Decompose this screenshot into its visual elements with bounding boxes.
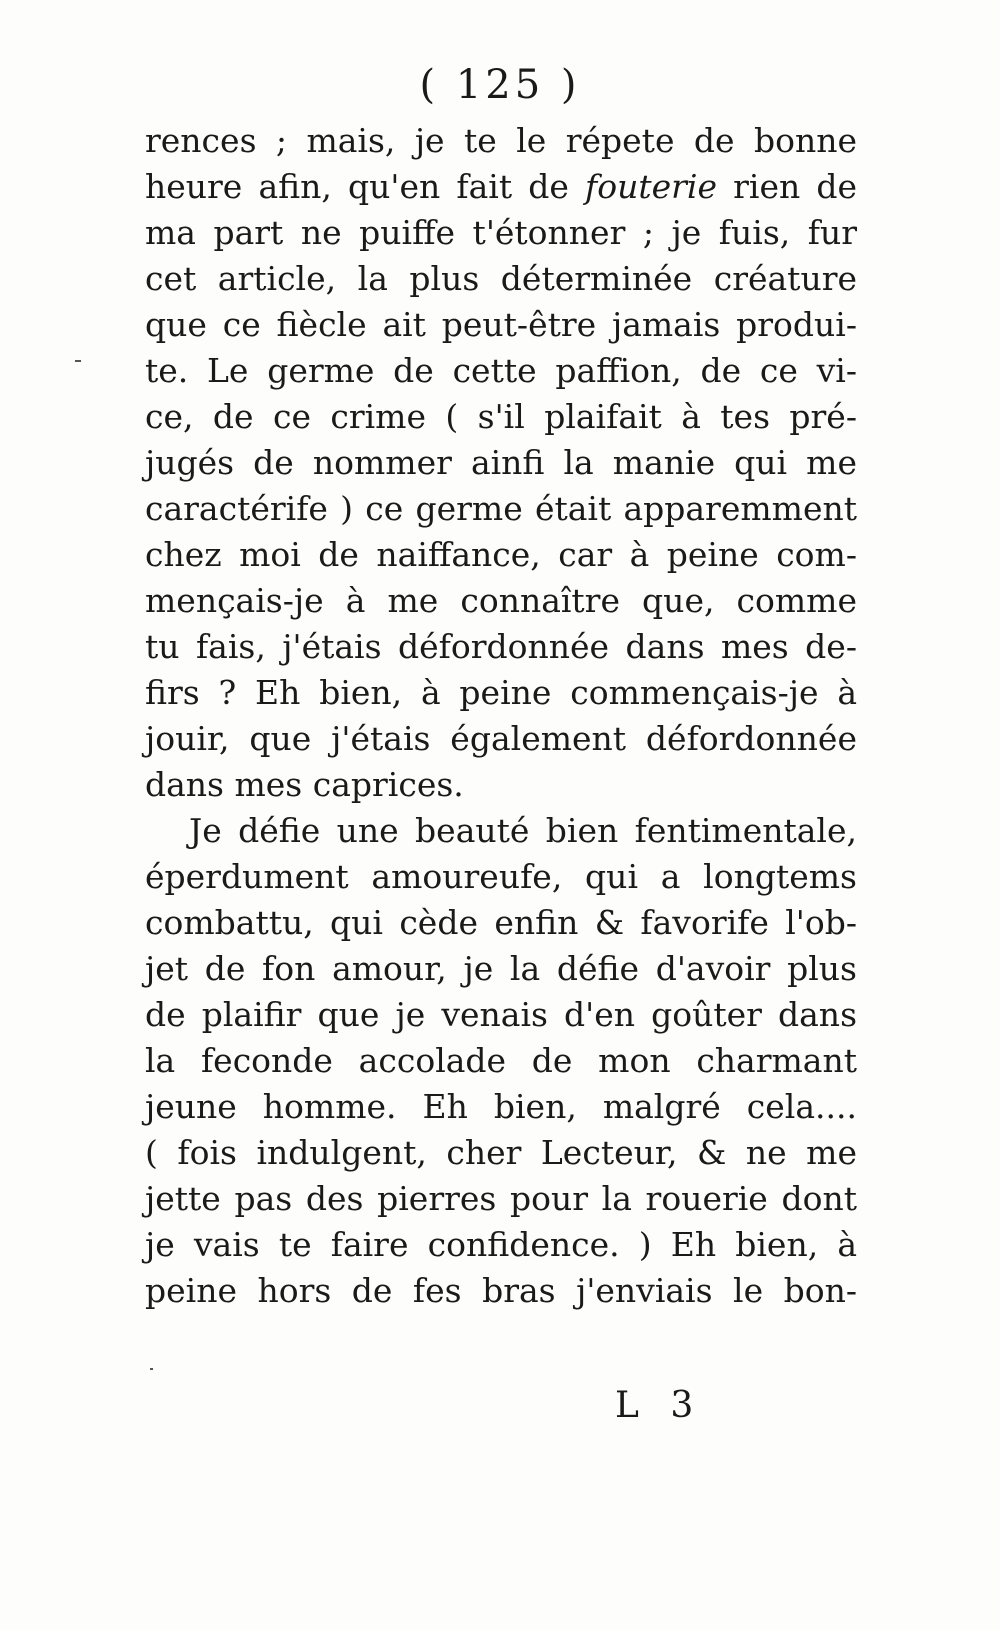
text-line: ce, de ce crime ( s'il plaifait à tes pré- <box>145 397 857 436</box>
text-line: caractérife ) ce germe était apparemment <box>145 489 857 528</box>
text-line: que ce fiècle ait peut-être jamais produi- <box>145 305 857 344</box>
text-line: la feconde accolade de mon charmant <box>145 1041 857 1080</box>
text-line: chez moi de naiffance, car à peine com- <box>145 535 857 574</box>
signature-mark: L 3 <box>615 1385 704 1426</box>
text-line: firs ? Eh bien, à peine commençais-je à <box>145 673 857 712</box>
text-line: jet de fon amour, je la défie d'avoir plus <box>145 949 857 988</box>
text-line: cet article, la plus déterminée créature <box>145 259 857 298</box>
text-line: éperdument amoureufe, qui a longtems <box>145 857 857 896</box>
text-line: Je défie une beauté bien fentimentale, <box>189 811 857 850</box>
page-number: ( 125 ) <box>419 62 581 108</box>
text-line: jette pas des pierres pour la rouerie dont <box>145 1179 857 1218</box>
text-line: mençais-je à me connaître que, comme <box>145 581 857 620</box>
text-line <box>145 164 857 210</box>
text-fragment: heure afin, qu'en fait de <box>145 167 585 206</box>
text-line: ma part ne puiffe t'étonner ; je fuis, fur <box>145 213 857 252</box>
text-fragment: rien de <box>716 167 858 206</box>
body-text <box>145 118 857 1314</box>
text-line: rences ; mais, je te le répete de bonne <box>145 121 857 160</box>
text-line: tu fais, j'étais défordonnée dans mes de- <box>145 627 857 666</box>
text-line: jeune homme. Eh bien, malgré cela.... <box>145 1087 857 1126</box>
text-line: je vais te faire confidence. ) Eh bien, à <box>145 1225 857 1264</box>
text-line: jouir, que j'étais également défordonnée <box>145 719 857 758</box>
text-line: jugés de nommer ainfi la manie qui me <box>145 443 857 482</box>
text-line: ( fois indulgent, cher Lecteur, & ne me <box>145 1133 857 1172</box>
text-line: peine hors de fes bras j'enviais le bon- <box>145 1271 857 1310</box>
text-line: te. Le germe de cette paffion, de ce vi- <box>145 351 857 390</box>
text-line: dans mes caprices. <box>145 765 464 804</box>
italic-word: fouterie <box>585 167 717 206</box>
text-line: combattu, qui cède enfin & favorife l'ob- <box>145 903 857 942</box>
ink-speck <box>150 1368 153 1370</box>
ink-speck <box>75 360 81 362</box>
text-line: de plaifir que je venais d'en goûter dans <box>145 995 857 1034</box>
